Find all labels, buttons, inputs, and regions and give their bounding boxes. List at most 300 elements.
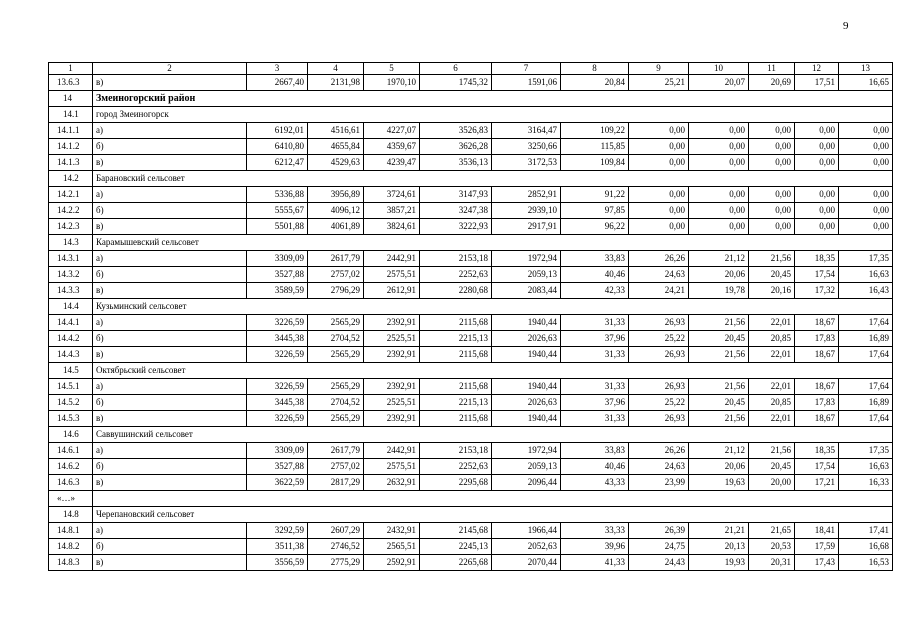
value-cell: 33,83 bbox=[561, 251, 629, 267]
value-cell: 18,67 bbox=[795, 347, 839, 363]
value-cell: 20,45 bbox=[749, 267, 795, 283]
value-cell: 2704,52 bbox=[308, 331, 364, 347]
tariff-table bbox=[48, 62, 893, 571]
value-cell: 4227,07 bbox=[364, 123, 420, 139]
row-id: 14.1.2 bbox=[49, 139, 93, 155]
value-cell: 1970,10 bbox=[364, 75, 420, 91]
value-cell: 0,00 bbox=[749, 123, 795, 139]
value-cell: 17,32 bbox=[795, 283, 839, 299]
value-cell: 2939,10 bbox=[492, 203, 561, 219]
row-subitem: а) bbox=[93, 379, 247, 395]
value-cell: 22,01 bbox=[749, 379, 795, 395]
column-header: 2 bbox=[93, 63, 247, 75]
value-cell: 3526,83 bbox=[420, 123, 492, 139]
value-cell: 0,00 bbox=[839, 123, 893, 139]
value-cell: 0,00 bbox=[689, 203, 749, 219]
value-cell: 24,43 bbox=[629, 555, 689, 571]
row-id: 14.8 bbox=[49, 507, 93, 523]
column-header: 3 bbox=[247, 63, 308, 75]
row-id: 14.3.2 bbox=[49, 267, 93, 283]
table-row bbox=[49, 395, 893, 411]
section-row bbox=[49, 363, 893, 379]
row-id: 14.6.1 bbox=[49, 443, 93, 459]
value-cell: 20,07 bbox=[689, 75, 749, 91]
row-id: 14 bbox=[49, 91, 93, 107]
value-cell: 20,85 bbox=[749, 331, 795, 347]
value-cell: 3626,28 bbox=[420, 139, 492, 155]
value-cell: 2757,02 bbox=[308, 267, 364, 283]
value-cell: 22,01 bbox=[749, 411, 795, 427]
value-cell: 0,00 bbox=[795, 139, 839, 155]
table-row bbox=[49, 187, 893, 203]
row-subitem: б) bbox=[93, 267, 247, 283]
section-title: Черепановский сельсовет bbox=[93, 507, 893, 523]
value-cell: 17,54 bbox=[795, 459, 839, 475]
row-subitem: б) bbox=[93, 203, 247, 219]
table-body bbox=[49, 63, 893, 571]
value-cell: 20,00 bbox=[749, 475, 795, 491]
table-row bbox=[49, 139, 893, 155]
value-cell: 0,00 bbox=[629, 139, 689, 155]
value-cell: 2575,51 bbox=[364, 459, 420, 475]
value-cell: 23,99 bbox=[629, 475, 689, 491]
section-row bbox=[49, 91, 893, 107]
empty-cell bbox=[93, 491, 893, 507]
value-cell: 3226,59 bbox=[247, 315, 308, 331]
value-cell: 2059,13 bbox=[492, 459, 561, 475]
value-cell: 2565,29 bbox=[308, 347, 364, 363]
value-cell: 2775,29 bbox=[308, 555, 364, 571]
value-cell: 2757,02 bbox=[308, 459, 364, 475]
value-cell: 2083,44 bbox=[492, 283, 561, 299]
value-cell: 18,35 bbox=[795, 443, 839, 459]
section-title: город Змеиногорск bbox=[93, 107, 893, 123]
row-subitem: в) bbox=[93, 155, 247, 171]
row-subitem: в) bbox=[93, 75, 247, 91]
value-cell: 24,63 bbox=[629, 267, 689, 283]
value-cell: 2592,91 bbox=[364, 555, 420, 571]
column-header: 5 bbox=[364, 63, 420, 75]
value-cell: 19,93 bbox=[689, 555, 749, 571]
value-cell: 0,00 bbox=[749, 187, 795, 203]
value-cell: 16,65 bbox=[839, 75, 893, 91]
row-subitem: а) bbox=[93, 187, 247, 203]
value-cell: 17,64 bbox=[839, 411, 893, 427]
value-cell: 0,00 bbox=[689, 219, 749, 235]
value-cell: 3292,59 bbox=[247, 523, 308, 539]
table-row bbox=[49, 475, 893, 491]
column-header: 12 bbox=[795, 63, 839, 75]
section-row bbox=[49, 299, 893, 315]
value-cell: 31,33 bbox=[561, 347, 629, 363]
value-cell: 0,00 bbox=[795, 123, 839, 139]
row-subitem: а) bbox=[93, 123, 247, 139]
value-cell: 1940,44 bbox=[492, 315, 561, 331]
table-row bbox=[49, 123, 893, 139]
value-cell: 25,21 bbox=[629, 75, 689, 91]
value-cell: 3250,66 bbox=[492, 139, 561, 155]
value-cell: 0,00 bbox=[689, 155, 749, 171]
row-subitem: а) bbox=[93, 523, 247, 539]
value-cell: 2115,68 bbox=[420, 315, 492, 331]
ellipsis-row bbox=[49, 491, 893, 507]
value-cell: 21,12 bbox=[689, 251, 749, 267]
row-id: 14.5.1 bbox=[49, 379, 93, 395]
value-cell: 20,16 bbox=[749, 283, 795, 299]
value-cell: 2153,18 bbox=[420, 443, 492, 459]
value-cell: 21,56 bbox=[749, 251, 795, 267]
value-cell: 3445,38 bbox=[247, 395, 308, 411]
value-cell: 2617,79 bbox=[308, 251, 364, 267]
value-cell: 2442,91 bbox=[364, 251, 420, 267]
row-id: 13.6.3 bbox=[49, 75, 93, 91]
value-cell: 2392,91 bbox=[364, 379, 420, 395]
value-cell: 109,84 bbox=[561, 155, 629, 171]
value-cell: 2565,29 bbox=[308, 315, 364, 331]
row-subitem: б) bbox=[93, 139, 247, 155]
value-cell: 0,00 bbox=[795, 219, 839, 235]
table-row bbox=[49, 459, 893, 475]
value-cell: 21,56 bbox=[689, 347, 749, 363]
value-cell: 17,21 bbox=[795, 475, 839, 491]
row-subitem: в) bbox=[93, 347, 247, 363]
value-cell: 37,96 bbox=[561, 331, 629, 347]
row-subitem: в) bbox=[93, 555, 247, 571]
value-cell: 4061,89 bbox=[308, 219, 364, 235]
value-cell: 39,96 bbox=[561, 539, 629, 555]
value-cell: 0,00 bbox=[795, 203, 839, 219]
value-cell: 3226,59 bbox=[247, 347, 308, 363]
value-cell: 0,00 bbox=[629, 219, 689, 235]
value-cell: 91,22 bbox=[561, 187, 629, 203]
value-cell: 16,63 bbox=[839, 267, 893, 283]
value-cell: 3309,09 bbox=[247, 251, 308, 267]
value-cell: 0,00 bbox=[749, 219, 795, 235]
row-subitem: а) bbox=[93, 315, 247, 331]
value-cell: 1972,94 bbox=[492, 443, 561, 459]
value-cell: 2432,91 bbox=[364, 523, 420, 539]
value-cell: 6192,01 bbox=[247, 123, 308, 139]
row-id: 14.1 bbox=[49, 107, 93, 123]
row-id: 14.8.1 bbox=[49, 523, 93, 539]
value-cell: 3527,88 bbox=[247, 459, 308, 475]
section-row bbox=[49, 235, 893, 251]
value-cell: 18,67 bbox=[795, 411, 839, 427]
row-id: «…» bbox=[49, 491, 93, 507]
value-cell: 0,00 bbox=[629, 203, 689, 219]
value-cell: 2392,91 bbox=[364, 411, 420, 427]
value-cell: 3222,93 bbox=[420, 219, 492, 235]
value-cell: 0,00 bbox=[689, 187, 749, 203]
row-id: 14.3 bbox=[49, 235, 93, 251]
value-cell: 3622,59 bbox=[247, 475, 308, 491]
row-id: 14.4 bbox=[49, 299, 93, 315]
value-cell: 16,89 bbox=[839, 331, 893, 347]
value-cell: 4655,84 bbox=[308, 139, 364, 155]
row-id: 14.2.3 bbox=[49, 219, 93, 235]
value-cell: 21,56 bbox=[749, 443, 795, 459]
table-row bbox=[49, 379, 893, 395]
value-cell: 40,46 bbox=[561, 459, 629, 475]
row-subitem: в) bbox=[93, 219, 247, 235]
value-cell: 2852,91 bbox=[492, 187, 561, 203]
value-cell: 16,89 bbox=[839, 395, 893, 411]
value-cell: 109,22 bbox=[561, 123, 629, 139]
row-id: 14.2.1 bbox=[49, 187, 93, 203]
value-cell: 20,53 bbox=[749, 539, 795, 555]
row-id: 14.3.3 bbox=[49, 283, 93, 299]
column-header: 11 bbox=[749, 63, 795, 75]
section-row bbox=[49, 107, 893, 123]
value-cell: 4096,12 bbox=[308, 203, 364, 219]
value-cell: 21,65 bbox=[749, 523, 795, 539]
value-cell: 1591,06 bbox=[492, 75, 561, 91]
value-cell: 2026,63 bbox=[492, 331, 561, 347]
value-cell: 2565,51 bbox=[364, 539, 420, 555]
value-cell: 19,78 bbox=[689, 283, 749, 299]
value-cell: 20,45 bbox=[689, 331, 749, 347]
value-cell: 2607,29 bbox=[308, 523, 364, 539]
value-cell: 2252,63 bbox=[420, 459, 492, 475]
table-row bbox=[49, 155, 893, 171]
table-row bbox=[49, 203, 893, 219]
value-cell: 25,22 bbox=[629, 331, 689, 347]
table-row bbox=[49, 283, 893, 299]
value-cell: 2252,63 bbox=[420, 267, 492, 283]
table-row bbox=[49, 539, 893, 555]
value-cell: 3956,89 bbox=[308, 187, 364, 203]
row-subitem: б) bbox=[93, 459, 247, 475]
value-cell: 3445,38 bbox=[247, 331, 308, 347]
value-cell: 96,22 bbox=[561, 219, 629, 235]
value-cell: 2612,91 bbox=[364, 283, 420, 299]
value-cell: 26,26 bbox=[629, 443, 689, 459]
value-cell: 2442,91 bbox=[364, 443, 420, 459]
value-cell: 24,63 bbox=[629, 459, 689, 475]
row-id: 14.4.1 bbox=[49, 315, 93, 331]
value-cell: 41,33 bbox=[561, 555, 629, 571]
table-row bbox=[49, 523, 893, 539]
value-cell: 2746,52 bbox=[308, 539, 364, 555]
value-cell: 20,45 bbox=[689, 395, 749, 411]
value-cell: 26,93 bbox=[629, 347, 689, 363]
value-cell: 21,56 bbox=[689, 315, 749, 331]
value-cell: 17,83 bbox=[795, 331, 839, 347]
value-cell: 2796,29 bbox=[308, 283, 364, 299]
value-cell: 0,00 bbox=[795, 155, 839, 171]
value-cell: 97,85 bbox=[561, 203, 629, 219]
value-cell: 20,06 bbox=[689, 267, 749, 283]
value-cell: 2667,40 bbox=[247, 75, 308, 91]
value-cell: 2392,91 bbox=[364, 315, 420, 331]
table-row bbox=[49, 267, 893, 283]
table-row bbox=[49, 331, 893, 347]
column-header: 6 bbox=[420, 63, 492, 75]
value-cell: 0,00 bbox=[795, 187, 839, 203]
value-cell: 21,56 bbox=[689, 379, 749, 395]
value-cell: 24,75 bbox=[629, 539, 689, 555]
value-cell: 18,35 bbox=[795, 251, 839, 267]
value-cell: 6212,47 bbox=[247, 155, 308, 171]
value-cell: 2115,68 bbox=[420, 411, 492, 427]
value-cell: 0,00 bbox=[749, 139, 795, 155]
section-title: Змеиногорский район bbox=[93, 91, 893, 107]
value-cell: 2245,13 bbox=[420, 539, 492, 555]
table-row bbox=[49, 75, 893, 91]
value-cell: 1972,94 bbox=[492, 251, 561, 267]
row-subitem: б) bbox=[93, 331, 247, 347]
row-subitem: в) bbox=[93, 283, 247, 299]
value-cell: 2145,68 bbox=[420, 523, 492, 539]
value-cell: 5501,88 bbox=[247, 219, 308, 235]
value-cell: 3226,59 bbox=[247, 379, 308, 395]
value-cell: 2052,63 bbox=[492, 539, 561, 555]
value-cell: 24,21 bbox=[629, 283, 689, 299]
value-cell: 26,93 bbox=[629, 379, 689, 395]
value-cell: 0,00 bbox=[749, 203, 795, 219]
row-subitem: а) bbox=[93, 443, 247, 459]
value-cell: 2096,44 bbox=[492, 475, 561, 491]
column-header: 8 bbox=[561, 63, 629, 75]
column-header: 4 bbox=[308, 63, 364, 75]
value-cell: 3164,47 bbox=[492, 123, 561, 139]
value-cell: 20,06 bbox=[689, 459, 749, 475]
value-cell: 2265,68 bbox=[420, 555, 492, 571]
table-row bbox=[49, 219, 893, 235]
value-cell: 25,22 bbox=[629, 395, 689, 411]
table-row bbox=[49, 347, 893, 363]
value-cell: 3226,59 bbox=[247, 411, 308, 427]
value-cell: 115,85 bbox=[561, 139, 629, 155]
value-cell: 1940,44 bbox=[492, 411, 561, 427]
row-id: 14.4.2 bbox=[49, 331, 93, 347]
row-id: 14.6.2 bbox=[49, 459, 93, 475]
row-id: 14.2 bbox=[49, 171, 93, 187]
value-cell: 0,00 bbox=[689, 123, 749, 139]
value-cell: 2153,18 bbox=[420, 251, 492, 267]
value-cell: 2525,51 bbox=[364, 395, 420, 411]
value-cell: 2817,29 bbox=[308, 475, 364, 491]
value-cell: 2565,29 bbox=[308, 379, 364, 395]
value-cell: 17,41 bbox=[839, 523, 893, 539]
value-cell: 0,00 bbox=[629, 187, 689, 203]
value-cell: 1940,44 bbox=[492, 379, 561, 395]
value-cell: 2392,91 bbox=[364, 347, 420, 363]
value-cell: 4359,67 bbox=[364, 139, 420, 155]
value-cell: 0,00 bbox=[839, 155, 893, 171]
value-cell: 1940,44 bbox=[492, 347, 561, 363]
section-title: Кузьминский сельсовет bbox=[93, 299, 893, 315]
value-cell: 2115,68 bbox=[420, 379, 492, 395]
value-cell: 26,26 bbox=[629, 251, 689, 267]
value-cell: 2632,91 bbox=[364, 475, 420, 491]
value-cell: 17,35 bbox=[839, 443, 893, 459]
value-cell: 17,51 bbox=[795, 75, 839, 91]
page-number: 9 bbox=[843, 20, 849, 32]
value-cell: 42,33 bbox=[561, 283, 629, 299]
column-header: 10 bbox=[689, 63, 749, 75]
value-cell: 6410,80 bbox=[247, 139, 308, 155]
value-cell: 3511,38 bbox=[247, 539, 308, 555]
value-cell: 26,93 bbox=[629, 315, 689, 331]
value-cell: 2215,13 bbox=[420, 331, 492, 347]
row-subitem: б) bbox=[93, 395, 247, 411]
value-cell: 2565,29 bbox=[308, 411, 364, 427]
value-cell: 4239,47 bbox=[364, 155, 420, 171]
value-cell: 20,13 bbox=[689, 539, 749, 555]
value-cell: 2026,63 bbox=[492, 395, 561, 411]
value-cell: 3247,38 bbox=[420, 203, 492, 219]
value-cell: 3824,61 bbox=[364, 219, 420, 235]
value-cell: 3309,09 bbox=[247, 443, 308, 459]
value-cell: 5555,67 bbox=[247, 203, 308, 219]
value-cell: 3724,61 bbox=[364, 187, 420, 203]
value-cell: 2295,68 bbox=[420, 475, 492, 491]
row-id: 14.3.1 bbox=[49, 251, 93, 267]
value-cell: 17,83 bbox=[795, 395, 839, 411]
row-id: 14.1.3 bbox=[49, 155, 93, 171]
value-cell: 3172,53 bbox=[492, 155, 561, 171]
row-subitem: а) bbox=[93, 251, 247, 267]
row-subitem: в) bbox=[93, 475, 247, 491]
value-cell: 17,43 bbox=[795, 555, 839, 571]
value-cell: 17,59 bbox=[795, 539, 839, 555]
row-id: 14.8.3 bbox=[49, 555, 93, 571]
value-cell: 26,39 bbox=[629, 523, 689, 539]
value-cell: 0,00 bbox=[629, 155, 689, 171]
value-cell: 31,33 bbox=[561, 315, 629, 331]
value-cell: 22,01 bbox=[749, 347, 795, 363]
value-cell: 40,46 bbox=[561, 267, 629, 283]
section-row bbox=[49, 427, 893, 443]
row-id: 14.6.3 bbox=[49, 475, 93, 491]
value-cell: 19,63 bbox=[689, 475, 749, 491]
value-cell: 16,63 bbox=[839, 459, 893, 475]
section-title: Барановский сельсовет bbox=[93, 171, 893, 187]
column-header: 1 bbox=[49, 63, 93, 75]
value-cell: 0,00 bbox=[629, 123, 689, 139]
value-cell: 17,54 bbox=[795, 267, 839, 283]
value-cell: 2280,68 bbox=[420, 283, 492, 299]
row-id: 14.5 bbox=[49, 363, 93, 379]
value-cell: 0,00 bbox=[839, 187, 893, 203]
value-cell: 16,43 bbox=[839, 283, 893, 299]
value-cell: 18,41 bbox=[795, 523, 839, 539]
value-cell: 3589,59 bbox=[247, 283, 308, 299]
value-cell: 21,12 bbox=[689, 443, 749, 459]
value-cell: 5336,88 bbox=[247, 187, 308, 203]
value-cell: 0,00 bbox=[689, 139, 749, 155]
value-cell: 17,35 bbox=[839, 251, 893, 267]
value-cell: 2115,68 bbox=[420, 347, 492, 363]
row-subitem: б) bbox=[93, 539, 247, 555]
value-cell: 16,68 bbox=[839, 539, 893, 555]
column-header: 13 bbox=[839, 63, 893, 75]
value-cell: 21,21 bbox=[689, 523, 749, 539]
table-header-row bbox=[49, 63, 893, 75]
value-cell: 2070,44 bbox=[492, 555, 561, 571]
value-cell: 2131,98 bbox=[308, 75, 364, 91]
value-cell: 22,01 bbox=[749, 315, 795, 331]
value-cell: 0,00 bbox=[839, 219, 893, 235]
value-cell: 3857,21 bbox=[364, 203, 420, 219]
value-cell: 0,00 bbox=[839, 139, 893, 155]
value-cell: 2617,79 bbox=[308, 443, 364, 459]
row-id: 14.5.3 bbox=[49, 411, 93, 427]
value-cell: 16,53 bbox=[839, 555, 893, 571]
value-cell: 2704,52 bbox=[308, 395, 364, 411]
column-header: 7 bbox=[492, 63, 561, 75]
